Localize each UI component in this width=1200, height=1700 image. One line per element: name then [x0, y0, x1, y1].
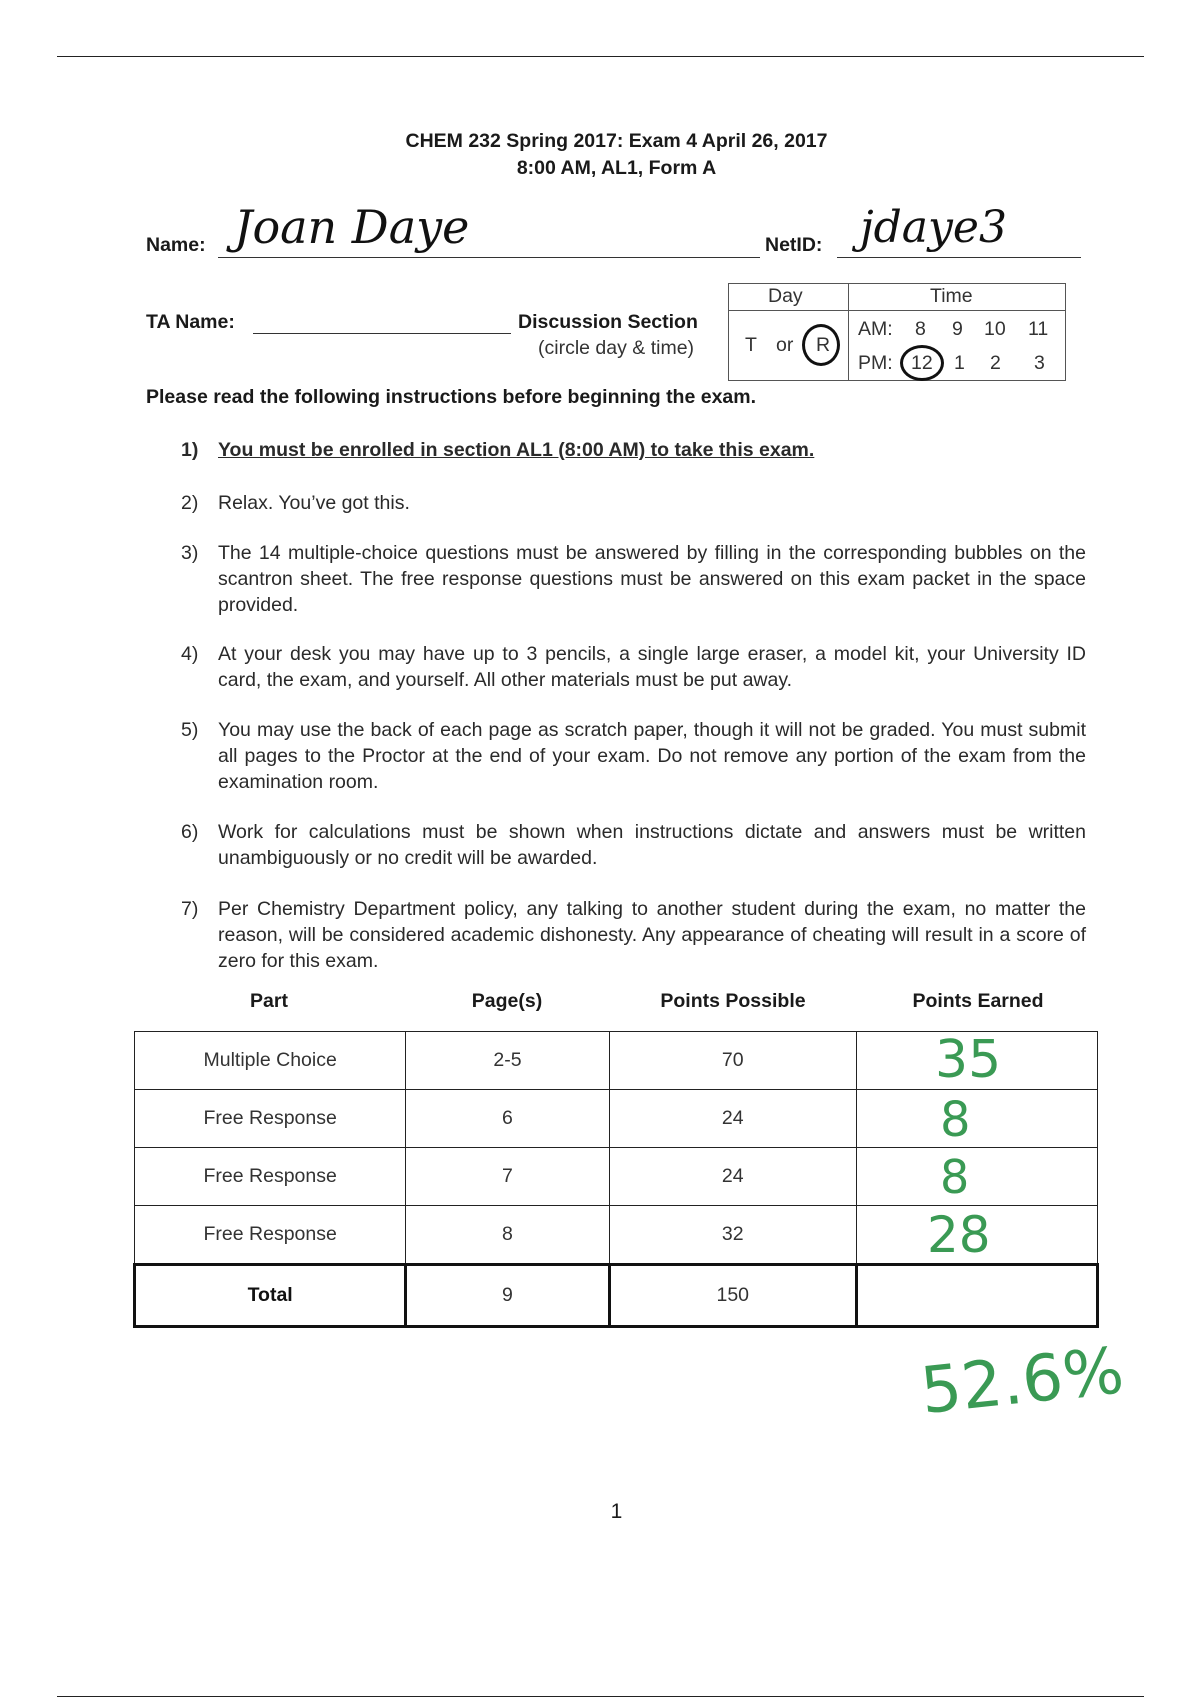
top-rule — [57, 56, 1144, 57]
instruction-text: Relax. You’ve got this. — [218, 492, 410, 514]
pages-cell: 6 — [406, 1090, 609, 1148]
instruction-text: You may use the back of each page as scratch paper, though it will not be graded. You must submit all pages to the Proctor at the end of your exam. Do not remove any portion of the exam from the examination room. — [218, 719, 1086, 793]
grade-percent-handwritten: 52.6% — [917, 1334, 1128, 1429]
netid-line — [837, 257, 1081, 258]
am-time-9[interactable]: 9 — [952, 318, 963, 340]
pm-time-12[interactable]: 12 — [911, 352, 933, 374]
title-line-1: CHEM 232 Spring 2017: Exam 4 April 26, 2017 — [405, 130, 828, 152]
instruction-number: 4) — [181, 643, 199, 665]
instruction-number: 5) — [181, 719, 199, 741]
title-line-2: 8:00 AM, AL1, Form A — [516, 157, 717, 179]
name-label: Name: — [146, 234, 206, 256]
netid-label: NetID: — [765, 234, 823, 256]
total-points-earned-cell — [856, 1265, 1097, 1327]
circled-day-mark — [802, 324, 840, 366]
pm-time-3[interactable]: 3 — [1034, 352, 1045, 374]
part-cell: Free Response — [135, 1090, 406, 1148]
name-line — [218, 257, 760, 258]
instruction-text: You must be enrolled in section AL1 (8:00 AM) to take this exam. — [218, 439, 815, 461]
total-pages-cell: 9 — [406, 1265, 609, 1327]
netid-handwritten[interactable]: jdaye3 — [860, 202, 1007, 253]
earned-score-handwritten: 35 — [935, 1030, 1002, 1090]
discussion-section-hint: (circle day & time) — [538, 337, 695, 359]
points-possible-cell: 32 — [609, 1206, 856, 1265]
points-earned-cell — [856, 1090, 1097, 1148]
points-possible-cell: 24 — [609, 1148, 856, 1206]
total-row — [135, 1265, 1098, 1327]
am-time-11[interactable]: 11 — [1028, 318, 1049, 340]
earned-score-handwritten: 28 — [927, 1206, 991, 1264]
instructions-heading: Please read the following instructions before beginning the exam. — [146, 386, 757, 408]
name-handwritten[interactable]: Joan Daye — [234, 200, 470, 254]
column-header-points-possible: Points Possible — [660, 990, 806, 1012]
exam-title — [0, 128, 1200, 182]
instruction-number: 6) — [181, 821, 199, 843]
instruction-number: 1) — [181, 439, 199, 461]
bottom-rule — [57, 1696, 1144, 1697]
page-number: 1 — [610, 1500, 623, 1523]
pages-cell: 8 — [406, 1206, 609, 1265]
am-time-8[interactable]: 8 — [915, 318, 926, 340]
total-points-possible-cell: 150 — [609, 1265, 856, 1327]
ta-name-line[interactable] — [253, 333, 511, 334]
points-possible-cell: 24 — [609, 1090, 856, 1148]
points-earned-cell — [856, 1148, 1097, 1206]
instruction-text: The 14 multiple-choice questions must be answered by filling in the corresponding bubbles on the scantron sheet. The free response questions must be answered on this exam packet in the space provided. — [218, 542, 1086, 616]
instruction-number: 3) — [181, 542, 199, 564]
day-header: Day — [768, 285, 803, 307]
instruction-text: Per Chemistry Department policy, any talking to another student during the exam, no matter the reason, will be considered academic dishonesty. Any appearance of cheating will result in a score of zero for this exam. — [218, 898, 1086, 972]
pages-cell: 7 — [406, 1148, 609, 1206]
day-option-r[interactable]: R — [816, 334, 831, 356]
total-label-cell: Total — [135, 1265, 406, 1327]
am-time-10[interactable]: 10 — [984, 318, 1006, 340]
day-time-divider — [848, 283, 849, 381]
discussion-section-label: Discussion Section — [518, 311, 698, 333]
instruction-text: Work for calculations must be shown when instructions dictate and answers must be written unambiguously or no credit will be awarded. — [218, 821, 1086, 869]
instruction-number: 2) — [181, 492, 199, 514]
day-or-text: or — [776, 334, 794, 356]
column-header-points-earned: Points Earned — [912, 990, 1044, 1012]
pm-time-1[interactable]: 1 — [954, 352, 965, 374]
circled-time-mark — [900, 345, 944, 381]
pm-label: PM: — [858, 352, 893, 374]
instruction-number: 7) — [181, 898, 199, 920]
part-cell: Free Response — [135, 1148, 406, 1206]
time-header: Time — [930, 285, 973, 307]
am-label: AM: — [858, 318, 893, 340]
header-divider — [728, 310, 1066, 311]
earned-score-handwritten: 8 — [940, 1150, 970, 1204]
day-option-t[interactable]: T — [745, 334, 757, 356]
pages-cell: 2-5 — [406, 1032, 609, 1090]
part-cell: Free Response — [135, 1206, 406, 1265]
column-header-pages: Page(s) — [471, 990, 543, 1012]
pm-time-2[interactable]: 2 — [990, 352, 1001, 374]
earned-score-handwritten: 8 — [940, 1092, 971, 1148]
instruction-text: At your desk you may have up to 3 pencils, a single large eraser, a model kit, your University ID card, the exam, and yourself. All other materials must be put away. — [218, 643, 1086, 691]
part-cell: Multiple Choice — [135, 1032, 406, 1090]
points-possible-cell: 70 — [609, 1032, 856, 1090]
ta-name-label: TA Name: — [146, 311, 235, 333]
column-header-part: Part — [250, 990, 288, 1012]
